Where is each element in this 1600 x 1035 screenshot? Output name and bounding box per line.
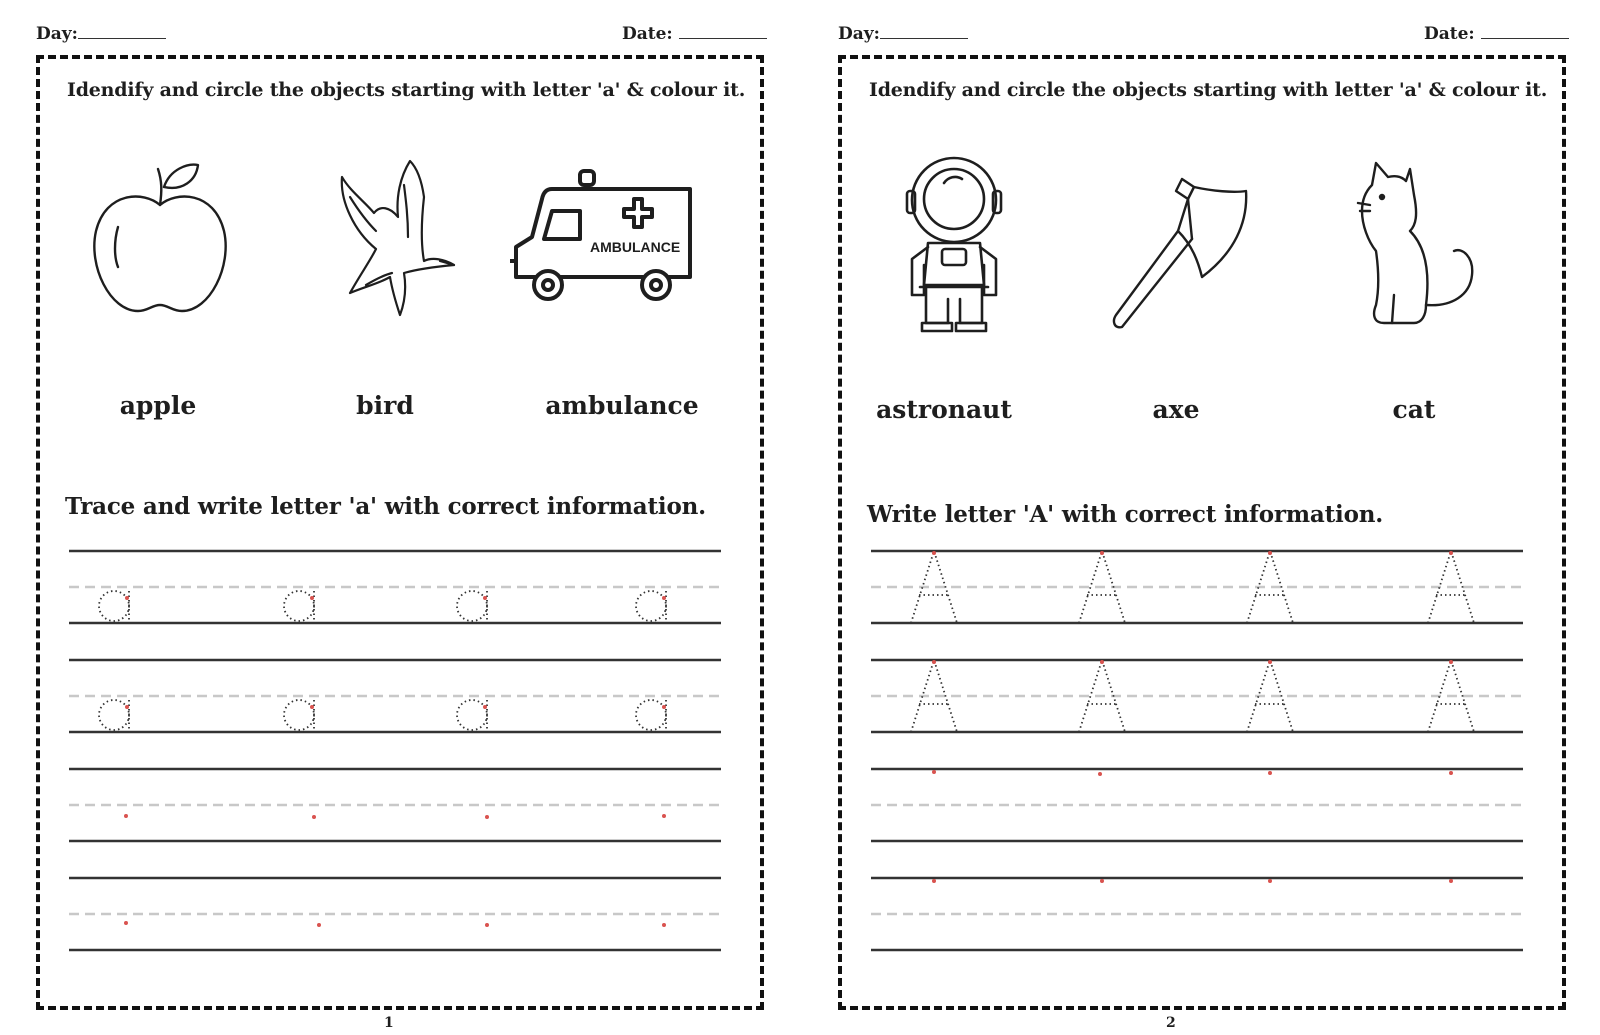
ambulance-icon bbox=[508, 167, 698, 307]
day-field bbox=[36, 24, 166, 44]
section-title: Trace and write letter 'a' with correct information. bbox=[65, 493, 706, 520]
handwriting-practice-area[interactable] bbox=[69, 547, 737, 967]
astronaut-icon bbox=[904, 155, 1004, 335]
day-blank[interactable] bbox=[78, 37, 166, 39]
axe-icon bbox=[1108, 173, 1248, 333]
handwriting-practice-area[interactable] bbox=[871, 547, 1539, 967]
worksheet-frame bbox=[838, 55, 1566, 1010]
day-blank[interactable] bbox=[880, 37, 968, 39]
day-field bbox=[838, 24, 968, 44]
date-field bbox=[622, 24, 767, 44]
page-number: 2 bbox=[1166, 1015, 1176, 1031]
worksheet-frame bbox=[36, 55, 764, 1010]
apple-icon bbox=[88, 161, 233, 321]
date-label: Date: bbox=[622, 24, 673, 44]
date-field bbox=[1424, 24, 1569, 44]
object-label-apple: apple bbox=[119, 391, 197, 420]
day-label: Day: bbox=[838, 24, 880, 44]
day-label: Day: bbox=[36, 24, 78, 44]
instruction-text: Idendify and circle the objects starting with letter 'a' & colour it. bbox=[67, 79, 746, 101]
object-label-bird: bird bbox=[356, 391, 414, 420]
ambulance-icon-text: AMBULANCE bbox=[590, 239, 681, 255]
object-label-axe: axe bbox=[1152, 395, 1200, 424]
object-label-astronaut: astronaut bbox=[876, 395, 1012, 424]
date-blank[interactable] bbox=[1481, 37, 1569, 39]
date-blank[interactable] bbox=[679, 37, 767, 39]
page-number: 1 bbox=[384, 1015, 394, 1031]
instruction-text: Idendify and circle the objects starting with letter 'a' & colour it. bbox=[869, 79, 1548, 101]
cat-icon bbox=[1352, 155, 1482, 335]
section-title: Write letter 'A' with correct information. bbox=[867, 501, 1384, 528]
object-label-ambulance: ambulance bbox=[545, 391, 699, 420]
date-label: Date: bbox=[1424, 24, 1475, 44]
bird-icon bbox=[320, 157, 460, 327]
object-label-cat: cat bbox=[1392, 395, 1436, 424]
